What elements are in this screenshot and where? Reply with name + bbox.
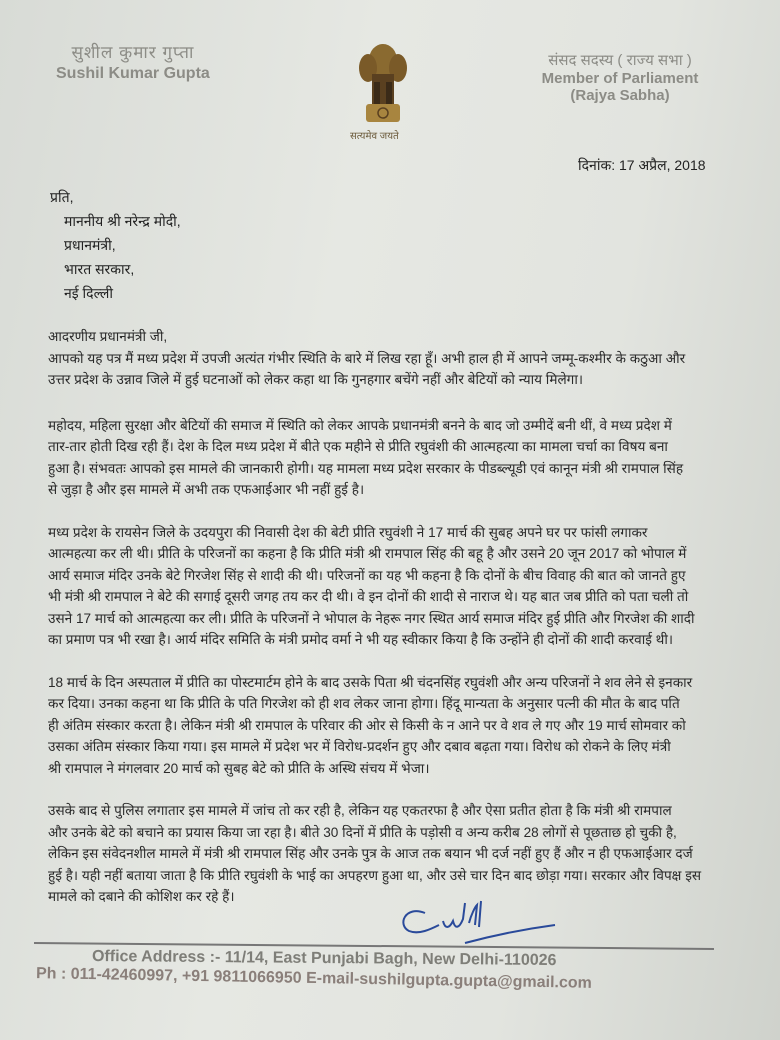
sender-name-hindi: सुशील कुमार गुप्ता xyxy=(71,43,195,62)
text-line: मामले को दबाने की कोशिश कर रहे हैं। xyxy=(48,889,235,904)
body-paragraph xyxy=(48,415,708,501)
sender-block xyxy=(56,40,210,83)
text-line: आत्महत्या कर ली थी। प्रीति के परिजनों का कहना है कि प्रीति मंत्री श्री रामपाल सिंह की बहू है और उसने 20 जून 2017 को भोपाल में xyxy=(48,546,687,561)
contact-details: Ph : 011-42460997, +91 9811066950 E-mail-sushilgupta.gupta@gmail.com xyxy=(35,965,592,992)
text-line: आदरणीय प्रधानमंत्री जी, xyxy=(48,329,168,344)
text-line: तार-तार होती दिख रही हैं। देश के दिल मध्य प्रदेश में बीते एक महीने से प्रीति रघुवंशी की आत्महत्या का मामला चर्चा का विषय बना xyxy=(48,439,668,454)
text-line: हुई है। यही नहीं बताया जाता है कि प्रीति रघुवंशी के भाई का अपहरण हुआ था, और उसे चार दिन बाद छोड़ा गया। सरकार और विपक्ष इस xyxy=(48,867,702,883)
text-line: 18 मार्च के दिन अस्पताल में प्रीति का पोस्टमार्टम होने के बाद उसके पिता श्री चंदनसिंह रघुवंशी और अन्य परिजनों ने शव लेने से इनकार xyxy=(48,674,693,690)
text-line: भी मंत्री श्री रामपाल ने बेटे की सगाई दूसरी जगह तय कर दी थी। वे इन दोनों की शादी से नाराज थे। यह बात जब प्रीति को पता चली तो xyxy=(48,589,689,604)
designation-block xyxy=(520,50,720,104)
addressee-line: माननीय श्री नरेन्द्र मोदी, xyxy=(64,213,181,229)
designation-hindi: संसद सदस्य ( राज्य सभा ) xyxy=(548,52,692,69)
body-paragraph xyxy=(48,522,708,651)
addressee-line: भारत सरकार, xyxy=(64,261,135,277)
text-line: श्री रामपाल ने मंगलवार 20 मार्च को सुबह बेटे को प्रीति के अस्थि संचय में भेजा। xyxy=(48,760,430,776)
text-line: ही अंतिम संस्कार करता है। लेकिन मंत्री श्री रामपाल के परिवार की ओर से किसी के न आने पर वे शव ले गए और 19 मार्च सोमवार को xyxy=(48,717,686,733)
sender-name-english: Sushil Kumar Gupta xyxy=(56,65,210,82)
salutation-paragraph xyxy=(48,326,708,391)
text-line: का प्रमाण पत्र भी रखा है। आर्य मंदिर समिति के मंत्री प्रमोद वर्मा ने भी यह स्वीकार किया है कि उन्होंने ही दोनों की शादी करवाई थी। xyxy=(48,632,674,647)
national-emblem-icon xyxy=(348,38,418,128)
text-line: लेकिन इस संवेदनशील मामले में मंत्री श्री रामपाल सिंह और उनके पुत्र के आज तक बयान भी दर्ज नहीं हुए हैं और न ही एफआईआर दर्ज xyxy=(48,846,693,861)
body-paragraph xyxy=(48,672,708,780)
text-line: मध्य प्रदेश के रायसेन जिले के उदयपुरा की निवासी देश की बेटी प्रीति रघुवंशी ने 17 मार्च की सुबह अपने घर पर फांसी लगाकर xyxy=(48,524,648,540)
letter-body xyxy=(48,326,708,929)
text-line: उसने 17 मार्च को आत्महत्या कर ली। प्रीति के परिजनों ने भोपाल के नेहरू नगर स्थित आर्य समाज मंदिर हुई प्रीति और गिरजेश की शादी xyxy=(48,610,695,626)
text-line: आर्य समाज मंदिर उनके बेटे गिरजेश सिंह से शादी की थी। परिजनों का यह भी कहना है कि दोनों के बीच विवाह की बात को जानते हुए xyxy=(48,567,686,583)
text-line: से जुड़ा है और इस मामले में अभी तक एफआईआर भी नहीं हुई है। xyxy=(48,482,365,497)
addressee-line: प्रधानमंत्री, xyxy=(64,237,116,253)
addressee-line: नई दिल्ली xyxy=(64,285,114,301)
designation-house: (Rajya Sabha) xyxy=(570,87,670,104)
text-line: और उनके बेटे को बचाने का प्रयास किया जा रहा है। बीते 30 दिनों में प्रीति के पड़ोसी व अन्य करीब 28 लोगों से पूछताछ हो चुकी है, xyxy=(48,824,677,840)
emblem-motto: सत्यमेव जयते xyxy=(350,131,399,142)
addressee-line: प्रति, xyxy=(50,189,74,205)
office-address: Office Address :- 11/14, East Punjabi Bagh, New Delhi-110026 xyxy=(91,947,557,970)
body-paragraph xyxy=(48,800,708,908)
text-line: उत्तर प्रदेश के उन्नाव जिले में हुई घटनाओं को लेकर कहा था कि गुनहगार बचेंगे नहीं और बेटियों को न्याय मिलेगा। xyxy=(48,372,584,387)
text-line: उसका अंतिम संस्कार किया गया। इस मामले में प्रदेश भर में विरोध-प्रदर्शन हुए और दबाव बढ़ता गया। विरोध को रोकने के लिए मंत्री xyxy=(48,739,671,754)
text-line: हुआ है। संभवतः आपको इस मामले की जानकारी होगी। यह मामला मध्य प्रदेश सरकार के पीडब्ल्यूडी एवं कानून मंत्री श्री रामपाल सिंह xyxy=(48,460,684,476)
text-line: कर दिया। उनका कहना था कि प्रीति के पति गिरजेश को ही शव लेकर जाना होगा। हिंदू मान्यता के अनुसार पत्नी की मौत के बाद पति xyxy=(48,696,680,711)
letter-date: दिनांक: 17 अप्रैल, 2018 xyxy=(578,157,706,173)
designation-english: Member of Parliament xyxy=(541,70,699,87)
text-line: आपको यह पत्र मैं मध्य प्रदेश में उपजी अत्यंत गंभीर स्थिति के बारे में लिख रहा हूँ। अभी हाल ही में आपने जम्मू-कश्मीर के कठुआ और xyxy=(48,350,686,366)
text-line: उसके बाद से पुलिस लगातार इस मामले में जांच तो कर रही है, लेकिन यह एकतरफा है और ऐसा प्रतीत होता है कि मंत्री श्री रामपाल xyxy=(48,803,672,818)
text-line: महोदय, महिला सुरक्षा और बेटियों की समाज में स्थिति को लेकर आपके प्रधानमंत्री बनने के बाद जो उम्मीदें बनी थीं, वे मध्य प्रदेश में xyxy=(48,417,672,433)
addressee-block xyxy=(50,185,181,305)
